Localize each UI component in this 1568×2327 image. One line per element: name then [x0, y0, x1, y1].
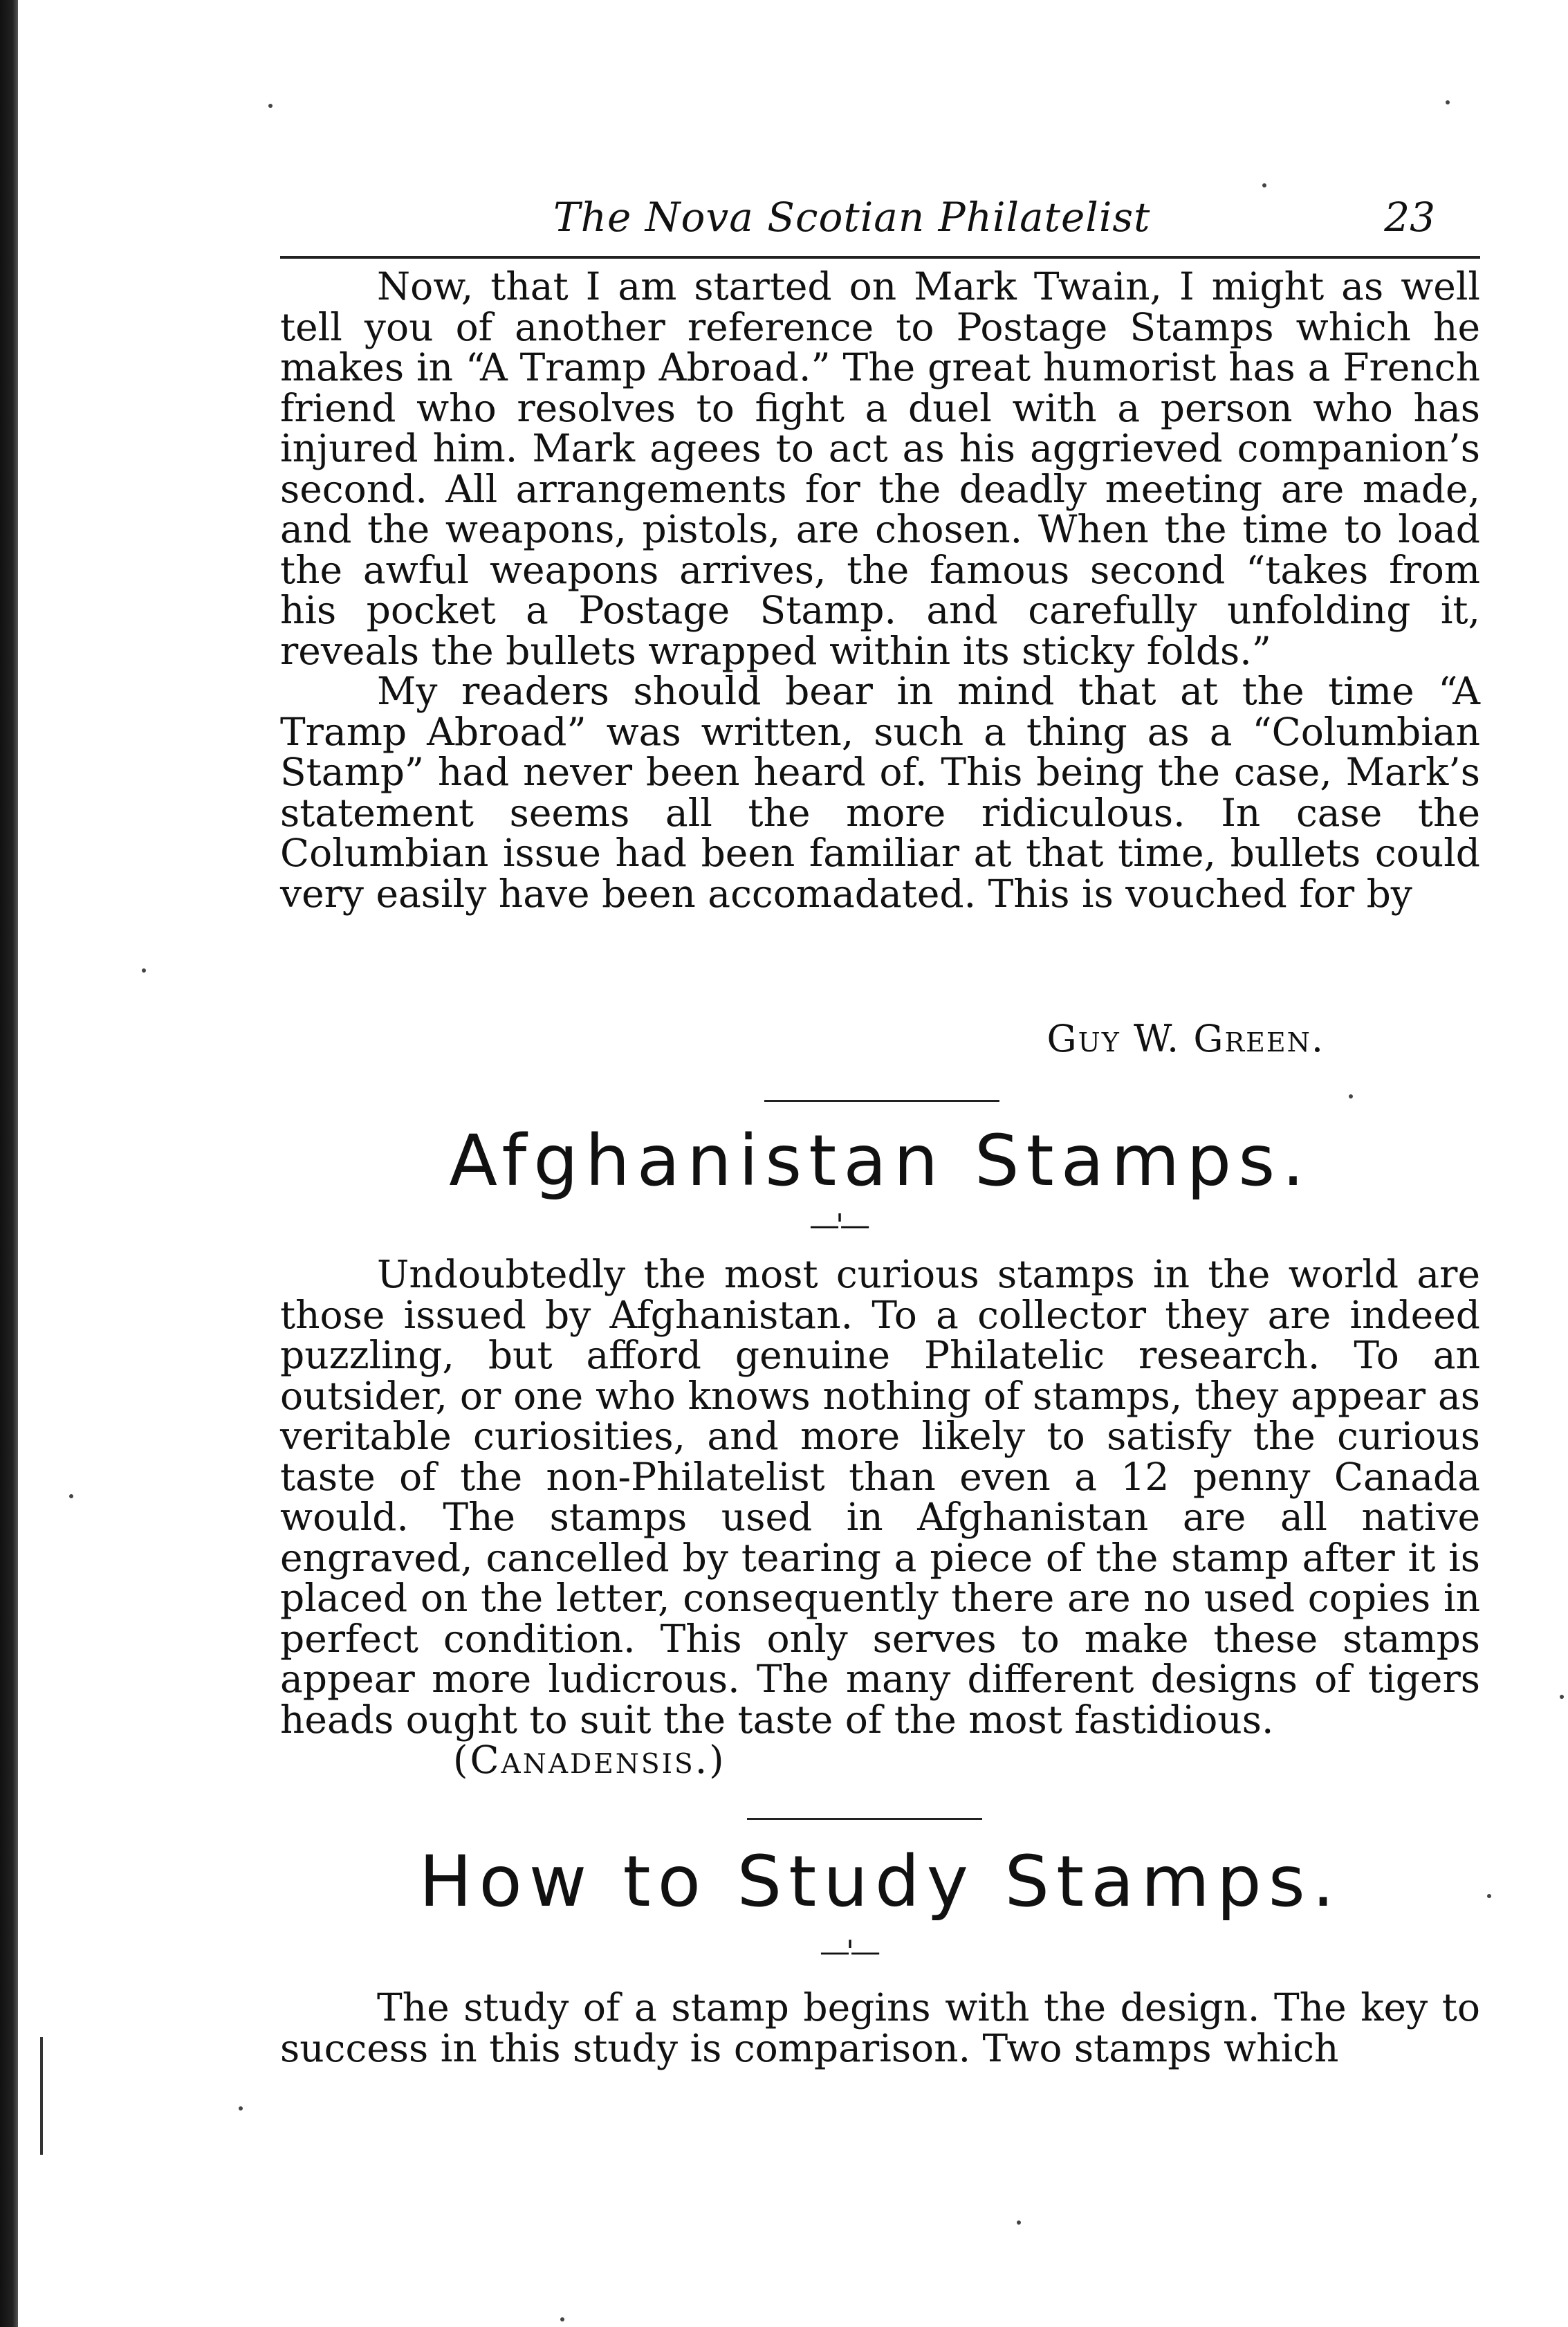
- paper-speck: [1446, 100, 1450, 104]
- paper-speck: [69, 1494, 73, 1498]
- paper-speck: [560, 2317, 564, 2321]
- paper-speck: [239, 2106, 243, 2110]
- section-rule: [764, 1100, 999, 1102]
- afghanistan-article: [280, 1254, 1480, 1781]
- study-stamps-article: [280, 1987, 1480, 2068]
- binding-spine-shadow: [0, 0, 18, 2327]
- author-signature: Guy W. Green.: [1046, 1017, 1325, 1060]
- article-credit: (Canadensis.): [453, 1738, 726, 1782]
- heading-ornament: —'—: [820, 1934, 877, 1969]
- running-header: [280, 187, 1480, 259]
- paper-speck: [1487, 1894, 1491, 1898]
- article-paragraph: The study of a stamp begins with the design. The key to success in this study is comparison. Two stamps which: [280, 1985, 1480, 2070]
- paper-speck: [1560, 1695, 1564, 1699]
- paper-speck: [1349, 1094, 1353, 1098]
- article-paragraph: My readers should bear in mind that at the time “A Tramp Abroad” was written, such a thing as a “Columbian Stamp” had never been heard of. This being the case, Mark’s statement seems all the more ridiculous. In case the Columbian issue had been familiar at that time, bullets could very easily have been accomadated. This is vouched for by: [280, 669, 1480, 916]
- journal-title: The Nova Scotian Philatelist: [553, 194, 1151, 241]
- article-paragraph: Now, that I am started on Mark Twain, I might as well tell you of another reference to Postage Stamps which he makes in “A Tramp Abroad.” The great humorist has a French friend who resolves to fight a duel with a person who has injured him. Mark agees to act as his aggrieved companion’s second. All arrangements for the deadly meeting are made, and the weapons, pistols, are chosen. When the time to load the awful weapons arrives, the famous second “takes from his pocket a Postage Stamp. and carefully unfolding it, reveals the bullets wrapped within its sticky folds.”: [280, 264, 1480, 673]
- study-stamps-heading: How to Study Stamps.: [418, 1841, 1342, 1923]
- afghanistan-heading: Afghanistan Stamps.: [449, 1120, 1311, 1202]
- margin-mark: [40, 2037, 43, 2155]
- paper-speck: [1017, 2220, 1021, 2225]
- mark-twain-article: [280, 266, 1480, 914]
- page-number: 23: [1384, 194, 1435, 241]
- section-rule: [747, 1818, 982, 1820]
- heading-ornament: —'—: [809, 1208, 867, 1243]
- paper-speck: [268, 104, 273, 108]
- paper-speck: [142, 968, 146, 973]
- article-paragraph: Undoubtedly the most curious stamps in the world are those issued by Afghanistan. To a collector they are indeed puzzling, but afford genuine Philatelic research. To an outsider, or one who knows nothing of stamps, they appear as veritable curiosities, and more likely to satisfy the curious taste of the non-Philatelist than even a 12 penny Canada would. The stamps used in Afghanistan are all native engraved, cancelled by tearing a piece of the stamp after it is placed on the letter, consequently there are no used copies in perfect condition. This only serves to make these stamps appear more ludicrous. The many different designs of tigers heads ought to suit the taste of the most fastidious.: [280, 1252, 1480, 1742]
